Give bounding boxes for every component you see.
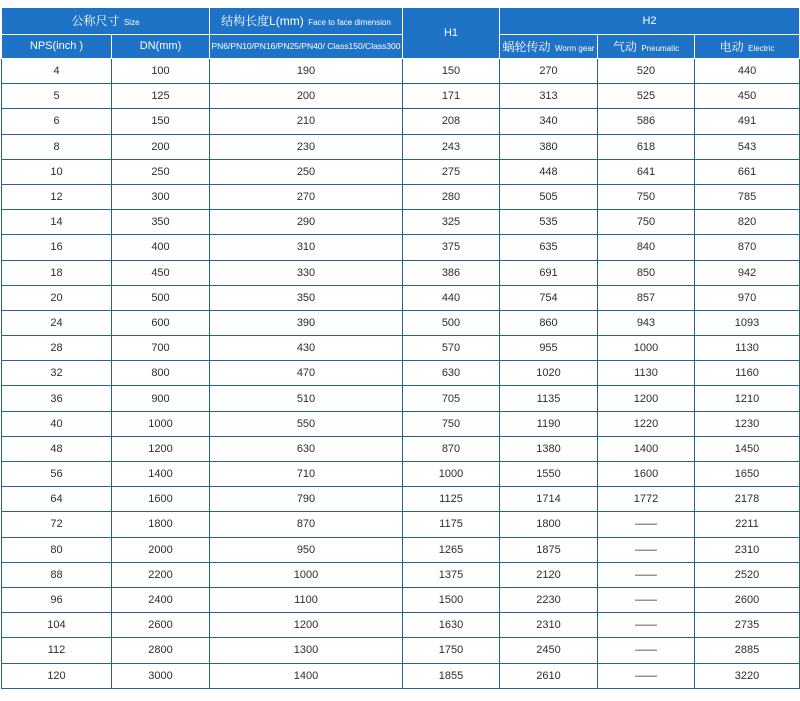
cell-worm-gear: 505 xyxy=(500,184,598,209)
cell-length: 790 xyxy=(210,487,403,512)
cell-worm-gear: 2310 xyxy=(500,613,598,638)
cell-h1: 1750 xyxy=(403,638,500,663)
cell-nps: 8 xyxy=(2,134,112,159)
header-size-en: Size xyxy=(123,18,140,28)
cell-dn: 200 xyxy=(112,134,210,159)
cell-h1: 1855 xyxy=(403,663,500,688)
cell-dn: 600 xyxy=(112,310,210,335)
cell-pneumatic: 943 xyxy=(598,310,695,335)
cell-electric: 820 xyxy=(695,210,800,235)
cell-dn: 400 xyxy=(112,235,210,260)
cell-dn: 1200 xyxy=(112,436,210,461)
cell-nps: 72 xyxy=(2,512,112,537)
cell-electric: 2735 xyxy=(695,613,800,638)
cell-pneumatic: 525 xyxy=(598,84,695,109)
table-row xyxy=(2,84,800,109)
cell-electric: 2600 xyxy=(695,587,800,612)
cell-pneumatic: —— xyxy=(598,562,695,587)
header-length-cn: 结构长度L(mm) xyxy=(221,14,304,29)
cell-pneumatic: 1000 xyxy=(598,336,695,361)
cell-length: 390 xyxy=(210,310,403,335)
cell-pneumatic: 1220 xyxy=(598,411,695,436)
cell-h1: 1000 xyxy=(403,462,500,487)
cell-length: 710 xyxy=(210,462,403,487)
table-row xyxy=(2,562,800,587)
cell-dn: 700 xyxy=(112,336,210,361)
table-row xyxy=(2,210,800,235)
cell-dn: 1400 xyxy=(112,462,210,487)
cell-electric: 785 xyxy=(695,184,800,209)
cell-worm-gear: 2450 xyxy=(500,638,598,663)
cell-pneumatic: —— xyxy=(598,512,695,537)
table-row xyxy=(2,638,800,663)
table-row xyxy=(2,260,800,285)
cell-electric: 1160 xyxy=(695,361,800,386)
header-size xyxy=(2,8,210,35)
header-dn: DN(mm) xyxy=(112,35,210,59)
table-row xyxy=(2,109,800,134)
cell-pneumatic: 1600 xyxy=(598,462,695,487)
cell-length: 470 xyxy=(210,361,403,386)
table-row xyxy=(2,285,800,310)
cell-pneumatic: 750 xyxy=(598,210,695,235)
cell-dn: 150 xyxy=(112,109,210,134)
cell-pneumatic: 586 xyxy=(598,109,695,134)
cell-h1: 1375 xyxy=(403,562,500,587)
cell-dn: 2400 xyxy=(112,587,210,612)
header-worm-en: Worm gear xyxy=(555,43,595,53)
cell-worm-gear: 1800 xyxy=(500,512,598,537)
cell-nps: 14 xyxy=(2,210,112,235)
cell-nps: 20 xyxy=(2,285,112,310)
header-electric-en: Electric xyxy=(748,43,775,53)
cell-h1: 171 xyxy=(403,84,500,109)
cell-nps: 64 xyxy=(2,487,112,512)
cell-h1: 280 xyxy=(403,184,500,209)
table-row xyxy=(2,310,800,335)
cell-pneumatic: —— xyxy=(598,663,695,688)
cell-pneumatic: 1130 xyxy=(598,361,695,386)
cell-nps: 36 xyxy=(2,386,112,411)
cell-pneumatic: 641 xyxy=(598,159,695,184)
header-h1: H1 xyxy=(403,8,500,59)
header-pneumatic-cn: 气动 xyxy=(612,39,637,54)
table-row xyxy=(2,663,800,688)
header-standards: PN6/PN10/PN16/PN25/PN40/ Class150/Class300 xyxy=(210,35,403,59)
cell-electric: 661 xyxy=(695,159,800,184)
cell-pneumatic: 1200 xyxy=(598,386,695,411)
cell-length: 270 xyxy=(210,184,403,209)
cell-worm-gear: 635 xyxy=(500,235,598,260)
cell-dn: 2000 xyxy=(112,537,210,562)
header-h2: H2 xyxy=(500,8,800,35)
cell-h1: 325 xyxy=(403,210,500,235)
cell-dn: 100 xyxy=(112,59,210,84)
cell-worm-gear: 380 xyxy=(500,134,598,159)
cell-length: 870 xyxy=(210,512,403,537)
cell-nps: 96 xyxy=(2,587,112,612)
table-row xyxy=(2,159,800,184)
table-body xyxy=(2,59,800,689)
cell-h1: 1630 xyxy=(403,613,500,638)
cell-h1: 375 xyxy=(403,235,500,260)
cell-worm-gear: 270 xyxy=(500,59,598,84)
cell-nps: 24 xyxy=(2,310,112,335)
cell-worm-gear: 448 xyxy=(500,159,598,184)
cell-nps: 32 xyxy=(2,361,112,386)
table-row xyxy=(2,235,800,260)
cell-dn: 125 xyxy=(112,84,210,109)
cell-h1: 1125 xyxy=(403,487,500,512)
cell-h1: 705 xyxy=(403,386,500,411)
cell-length: 1400 xyxy=(210,663,403,688)
cell-worm-gear: 1550 xyxy=(500,462,598,487)
table-row xyxy=(2,613,800,638)
cell-pneumatic: 750 xyxy=(598,184,695,209)
cell-worm-gear: 754 xyxy=(500,285,598,310)
cell-electric: 491 xyxy=(695,109,800,134)
cell-worm-gear: 860 xyxy=(500,310,598,335)
cell-nps: 120 xyxy=(2,663,112,688)
cell-electric: 942 xyxy=(695,260,800,285)
cell-nps: 12 xyxy=(2,184,112,209)
cell-length: 230 xyxy=(210,134,403,159)
cell-dn: 1800 xyxy=(112,512,210,537)
cell-electric: 1130 xyxy=(695,336,800,361)
cell-nps: 28 xyxy=(2,336,112,361)
cell-pneumatic: 840 xyxy=(598,235,695,260)
header-length xyxy=(210,8,403,35)
cell-pneumatic: 520 xyxy=(598,59,695,84)
cell-worm-gear: 1380 xyxy=(500,436,598,461)
cell-dn: 2600 xyxy=(112,613,210,638)
dimension-table xyxy=(1,7,800,689)
table-row xyxy=(2,436,800,461)
header-length-en: Face to face dimension xyxy=(308,18,391,28)
cell-electric: 870 xyxy=(695,235,800,260)
cell-h1: 1265 xyxy=(403,537,500,562)
cell-length: 430 xyxy=(210,336,403,361)
cell-pneumatic: 1400 xyxy=(598,436,695,461)
table-row xyxy=(2,537,800,562)
cell-h1: 150 xyxy=(403,59,500,84)
cell-pneumatic: 1772 xyxy=(598,487,695,512)
cell-nps: 112 xyxy=(2,638,112,663)
cell-electric: 1450 xyxy=(695,436,800,461)
table-row xyxy=(2,587,800,612)
cell-length: 350 xyxy=(210,285,403,310)
cell-worm-gear: 691 xyxy=(500,260,598,285)
table-row xyxy=(2,361,800,386)
cell-dn: 1600 xyxy=(112,487,210,512)
cell-electric: 1210 xyxy=(695,386,800,411)
header-worm-cn: 蜗轮传动 xyxy=(502,39,551,54)
cell-electric: 1650 xyxy=(695,462,800,487)
header-electric xyxy=(695,35,800,59)
cell-worm-gear: 955 xyxy=(500,336,598,361)
cell-length: 250 xyxy=(210,159,403,184)
cell-worm-gear: 1020 xyxy=(500,361,598,386)
cell-dn: 2800 xyxy=(112,638,210,663)
cell-h1: 208 xyxy=(403,109,500,134)
cell-electric: 543 xyxy=(695,134,800,159)
cell-dn: 800 xyxy=(112,361,210,386)
table-row xyxy=(2,411,800,436)
cell-pneumatic: 850 xyxy=(598,260,695,285)
cell-electric: 2520 xyxy=(695,562,800,587)
cell-pneumatic: 618 xyxy=(598,134,695,159)
cell-electric: 2885 xyxy=(695,638,800,663)
cell-worm-gear: 1714 xyxy=(500,487,598,512)
cell-h1: 630 xyxy=(403,361,500,386)
cell-nps: 40 xyxy=(2,411,112,436)
cell-length: 510 xyxy=(210,386,403,411)
table-row xyxy=(2,512,800,537)
table-row xyxy=(2,487,800,512)
cell-worm-gear: 1135 xyxy=(500,386,598,411)
cell-nps: 48 xyxy=(2,436,112,461)
cell-electric: 3220 xyxy=(695,663,800,688)
cell-length: 630 xyxy=(210,436,403,461)
cell-h1: 750 xyxy=(403,411,500,436)
cell-h1: 870 xyxy=(403,436,500,461)
cell-worm-gear: 535 xyxy=(500,210,598,235)
cell-length: 190 xyxy=(210,59,403,84)
cell-length: 200 xyxy=(210,84,403,109)
cell-h1: 1500 xyxy=(403,587,500,612)
table-row xyxy=(2,134,800,159)
cell-worm-gear: 1190 xyxy=(500,411,598,436)
cell-nps: 16 xyxy=(2,235,112,260)
cell-pneumatic: —— xyxy=(598,613,695,638)
cell-worm-gear: 1875 xyxy=(500,537,598,562)
cell-nps: 4 xyxy=(2,59,112,84)
cell-worm-gear: 2120 xyxy=(500,562,598,587)
cell-worm-gear: 2610 xyxy=(500,663,598,688)
cell-electric: 970 xyxy=(695,285,800,310)
cell-h1: 275 xyxy=(403,159,500,184)
cell-worm-gear: 313 xyxy=(500,84,598,109)
cell-length: 550 xyxy=(210,411,403,436)
table-row xyxy=(2,59,800,84)
cell-dn: 250 xyxy=(112,159,210,184)
cell-worm-gear: 2230 xyxy=(500,587,598,612)
cell-dn: 1000 xyxy=(112,411,210,436)
cell-electric: 440 xyxy=(695,59,800,84)
cell-pneumatic: —— xyxy=(598,537,695,562)
cell-length: 210 xyxy=(210,109,403,134)
cell-worm-gear: 340 xyxy=(500,109,598,134)
cell-nps: 56 xyxy=(2,462,112,487)
cell-nps: 104 xyxy=(2,613,112,638)
cell-nps: 10 xyxy=(2,159,112,184)
cell-length: 1200 xyxy=(210,613,403,638)
cell-dn: 500 xyxy=(112,285,210,310)
cell-nps: 88 xyxy=(2,562,112,587)
cell-length: 330 xyxy=(210,260,403,285)
cell-h1: 440 xyxy=(403,285,500,310)
cell-h1: 570 xyxy=(403,336,500,361)
cell-nps: 5 xyxy=(2,84,112,109)
header-pneumatic xyxy=(598,35,695,59)
cell-dn: 3000 xyxy=(112,663,210,688)
cell-length: 1100 xyxy=(210,587,403,612)
cell-length: 1000 xyxy=(210,562,403,587)
cell-electric: 2178 xyxy=(695,487,800,512)
cell-dn: 450 xyxy=(112,260,210,285)
header-size-cn: 公称尺寸 xyxy=(71,14,120,29)
table-row xyxy=(2,462,800,487)
cell-h1: 500 xyxy=(403,310,500,335)
cell-length: 1300 xyxy=(210,638,403,663)
table-row xyxy=(2,386,800,411)
cell-pneumatic: —— xyxy=(598,638,695,663)
header-nps: NPS(inch ) xyxy=(2,35,112,59)
table-row xyxy=(2,336,800,361)
cell-electric: 2211 xyxy=(695,512,800,537)
cell-electric: 450 xyxy=(695,84,800,109)
cell-length: 310 xyxy=(210,235,403,260)
header-electric-cn: 电动 xyxy=(719,39,744,54)
header-pneumatic-en: Pneumatic xyxy=(641,43,680,53)
header-worm-gear xyxy=(500,35,598,59)
cell-h1: 1175 xyxy=(403,512,500,537)
cell-nps: 6 xyxy=(2,109,112,134)
cell-length: 290 xyxy=(210,210,403,235)
cell-electric: 1093 xyxy=(695,310,800,335)
cell-h1: 243 xyxy=(403,134,500,159)
cell-length: 950 xyxy=(210,537,403,562)
cell-h1: 386 xyxy=(403,260,500,285)
cell-pneumatic: 857 xyxy=(598,285,695,310)
cell-dn: 300 xyxy=(112,184,210,209)
cell-electric: 1230 xyxy=(695,411,800,436)
cell-dn: 2200 xyxy=(112,562,210,587)
cell-electric: 2310 xyxy=(695,537,800,562)
cell-pneumatic: —— xyxy=(598,587,695,612)
cell-nps: 80 xyxy=(2,537,112,562)
cell-nps: 18 xyxy=(2,260,112,285)
table-row xyxy=(2,184,800,209)
cell-dn: 350 xyxy=(112,210,210,235)
cell-dn: 900 xyxy=(112,386,210,411)
